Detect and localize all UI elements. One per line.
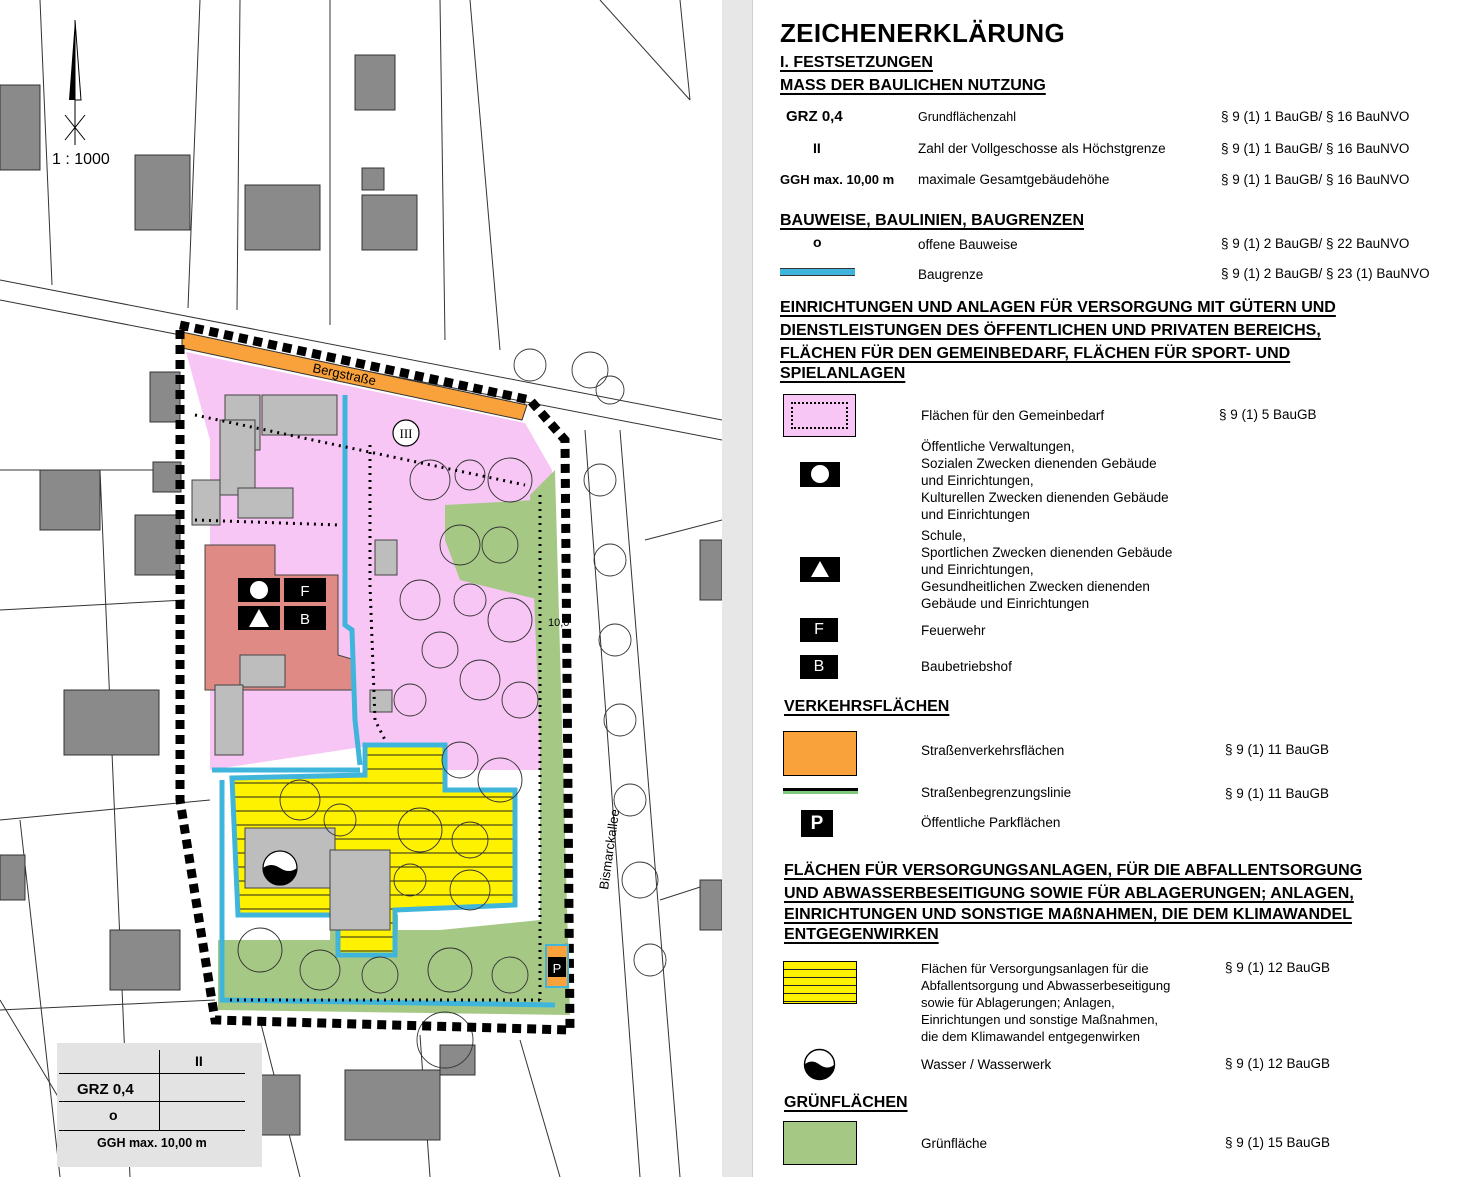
nutzungsschablone [57,1043,262,1167]
desc-versorgung-4: Einrichtungen und sonstige Maßnahmen, [921,1012,1159,1027]
symbol-ggh: GGH max. 10,00 m [780,172,895,187]
heading-gemeinbedarf-4: SPIELANLAGEN [780,365,906,382]
desc-ggh: maximale Gesamtgebäudehöhe [918,172,1110,187]
symbol-wasser [803,1048,836,1081]
floors-mark: III [399,426,413,441]
heading-versorgung-4: ENTGEGENWIRKEN [784,926,939,943]
swatch-strassen [783,731,857,776]
desc-verwaltung-1: Öffentliche Verwaltungen, [921,439,1075,454]
desc-baubetriebshof: Baubetriebshof [921,659,1012,674]
desc-verwaltung-2: Sozialen Zwecken dienenden Gebäude [921,456,1157,471]
para-grz: § 9 (1) 1 BauGB/ § 16 BauNVO [1221,109,1410,124]
para-ggh: § 9 (1) 1 BauGB/ § 16 BauNVO [1221,172,1410,187]
desc-park: Öffentliche Parkflächen [921,815,1061,830]
para-baugrenze: § 9 (1) 2 BauGB/ § 23 (1) BauNVO [1221,266,1430,281]
street-bergstrasse: Bergstraße [311,360,378,389]
stamp-floors: II [195,1053,203,1069]
plan-map[interactable] [0,0,722,1177]
desc-versorgung-1: Flächen für Versorgungsanlagen für die [921,961,1149,976]
para-offene-bauweise: § 9 (1) 2 BauGB/ § 22 BauNVO [1221,236,1410,251]
north-arrow [65,20,85,145]
desc-schule-5: Gebäude und Einrichtungen [921,596,1090,611]
section-festsetzungen: I. FESTSETZUNGEN [780,54,933,71]
para-strassen: § 9 (1) 11 BauGB [1225,742,1330,757]
legend-panel [752,0,1482,1177]
desc-baugrenze: Baugrenze [918,267,984,282]
map-baubetriebshof-symbol: B [299,611,311,628]
symbol-offene-bauweise: o [813,234,822,250]
height-mark: 10,0 [548,617,570,629]
stamp-ggh: GGH max. 10,00 m [97,1136,207,1150]
swatch-versorgung [783,961,857,1004]
heading-gruen: GRÜNFLÄCHEN [784,1094,908,1111]
heading-gemeinbedarf-1: EINRICHTUNGEN UND ANLAGEN FÜR VERSORGUNG MIT GÜTERN UND [780,299,1336,316]
symbol-begrenzungslinie [783,788,858,794]
desc-verwaltung-3: und Einrichtungen, [921,473,1034,488]
desc-gruen: Grünfläche [921,1136,988,1151]
heading-gemeinbedarf-3: FLÄCHEN FÜR DEN GEMEINBEDARF, FLÄCHEN FÜR SPORT- UND [780,345,1291,362]
symbol-parking: P [801,810,833,837]
heading-versorgung-3: EINRICHTUNGEN UND SONSTIGE MAßNAHMEN, DIE DEM KLIMAWANDEL [784,906,1352,923]
desc-begrenzung: Straßenbegrenzungslinie [921,785,1072,800]
symbol-grz: GRZ 0,4 [786,108,843,125]
desc-grz: Grundflächenzahl [918,110,1016,124]
para-versorgung: § 9 (1) 12 BauGB [1225,960,1331,975]
map-feuerwehr-symbol: F [300,583,310,600]
heading-mass: MASS DER BAULICHEN NUTZUNG [780,77,1046,94]
para-gruen: § 9 (1) 15 BauGB [1225,1135,1331,1150]
para-wasser: § 9 (1) 12 BauGB [1225,1056,1331,1071]
para-gemeinbedarf: § 9 (1) 5 BauGB [1219,407,1317,422]
desc-versorgung-3: sowie für Ablagerungen; Anlagen, [921,995,1115,1010]
desc-versorgung-5: die dem Klimawandel entgegenwirken [921,1029,1140,1044]
stamp-grz: GRZ 0,4 [77,1081,134,1098]
para-floors: § 9 (1) 1 BauGB/ § 16 BauNVO [1221,141,1410,156]
para-begrenzung: § 9 (1) 11 BauGB [1225,786,1330,801]
scale-label: 1 : 1000 [52,151,110,168]
symbol-verwaltung [800,462,840,487]
stamp-bauweise: o [109,1107,118,1123]
heading-gemeinbedarf-2: DIENSTLEISTUNGEN DES ÖFFENTLICHEN UND PRIVATEN BEREICHS, [780,322,1321,339]
desc-schule-3: und Einrichtungen, [921,562,1034,577]
desc-wasser: Wasser / Wasserwerk [921,1057,1052,1072]
symbol-baugrenze [780,268,855,276]
heading-versorgung-1: FLÄCHEN FÜR VERSORGUNGSANLAGEN, FÜR DIE ABFALLENTSORGUNG [784,862,1363,879]
swatch-gemeinbedarf [783,394,856,437]
map-wasser-symbol [263,851,297,885]
desc-schule-1: Schule, [921,528,967,543]
desc-gemeinbedarf: Flächen für den Gemeinbedarf [921,408,1105,423]
desc-feuerwehr: Feuerwehr [921,623,986,638]
street-bismarckallee: Bismarckallee [596,808,623,891]
desc-strassen: Straßenverkehrsflächen [921,743,1065,758]
desc-offene-bauweise: offene Bauweise [918,237,1018,252]
heading-bauweise: BAUWEISE, BAULINIEN, BAUGRENZEN [780,212,1085,229]
map-parking-symbol: P [552,961,562,976]
heading-versorgung-2: UND ABWASSERBESEITIGUNG SOWIE FÜR ABLAGERUNGEN; ANLAGEN, [784,885,1354,902]
legend-title: ZEICHENERKLÄRUNG [780,18,1066,48]
desc-schule-2: Sportlichen Zwecken dienenden Gebäude [921,545,1173,560]
symbol-schule [800,557,840,582]
symbol-floors: II [813,140,821,156]
separator [722,0,752,1177]
desc-versorgung-2: Abfallentsorgung und Abwasserbeseitigung [921,978,1171,993]
desc-verwaltung-4: Kulturellen Zwecken dienenden Gebäude [921,490,1169,505]
desc-floors: Zahl der Vollgeschosse als Höchstgrenze [918,141,1166,156]
heading-verkehr: VERKEHRSFLÄCHEN [784,698,950,715]
desc-verwaltung-5: und Einrichtungen [921,507,1030,522]
symbol-baubetriebshof: B [800,655,838,679]
symbol-feuerwehr: F [800,618,838,642]
desc-schule-4: Gesundheitlichen Zwecken dienenden [921,579,1150,594]
swatch-gruen [783,1121,857,1165]
